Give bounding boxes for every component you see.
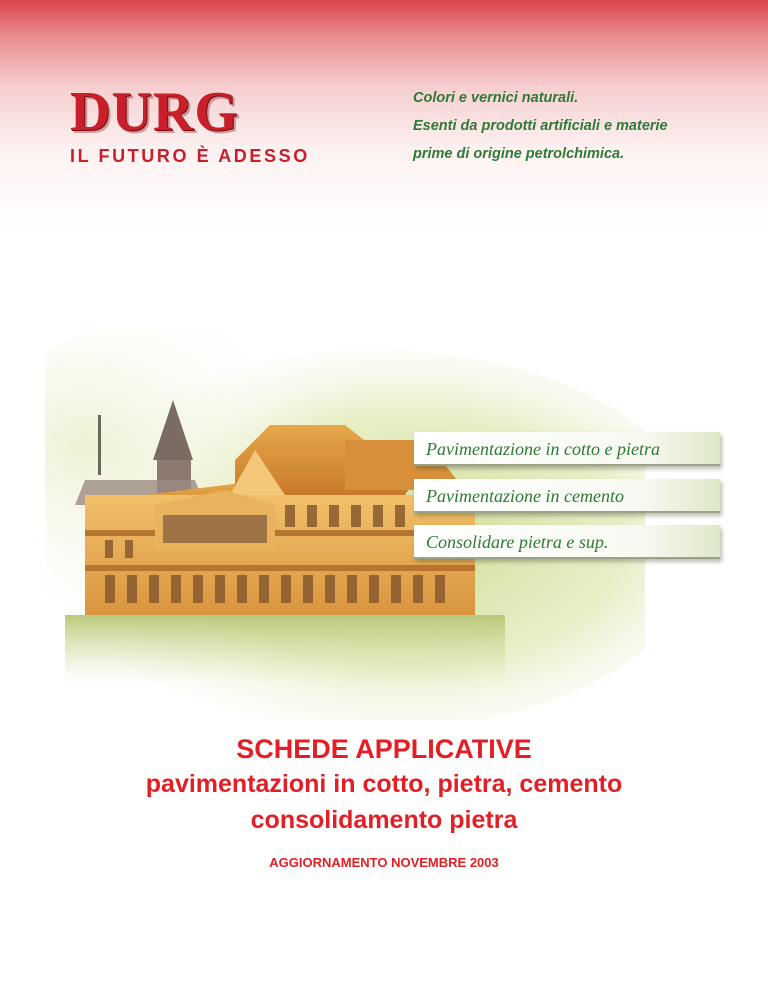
slogan-line-3: prime di origine petrolchimica. [413, 146, 625, 162]
logo-tagline: IL FUTURO È ADESSO [70, 146, 310, 166]
tab-cotto-pietra[interactable]: Pavimentazione in cotto e pietra [414, 432, 720, 466]
subtitle-line-1: pavimentazioni in cotto, pietra, cemento [145, 770, 623, 798]
durg-logo [70, 81, 370, 167]
logo-wordmark: DURG [70, 81, 239, 143]
tab-consolidare-pietra[interactable]: Consolidare pietra e sup. [414, 525, 720, 559]
slogan-text [413, 84, 743, 168]
page-title: SCHEDE APPLICATIVE [236, 734, 532, 764]
subtitle-line-2: consolidamento pietra [250, 806, 518, 834]
slogan-line-1: Colori e vernici naturali. [413, 90, 579, 106]
update-note: AGGIORNAMENTO NOVEMBRE 2003 [269, 855, 499, 870]
slogan-line-2: Esenti da prodotti artificiali e materie [413, 118, 668, 134]
tab-cemento[interactable]: Pavimentazione in cemento [414, 479, 720, 513]
